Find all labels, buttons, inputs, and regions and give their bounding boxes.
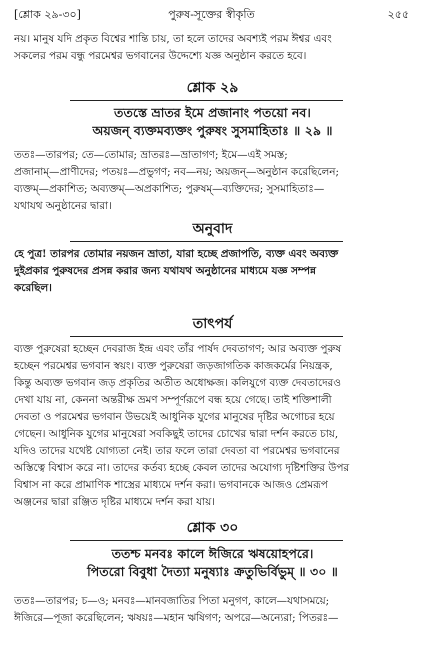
translation-text bbox=[14, 246, 411, 297]
page-number: ২৫৫ bbox=[387, 7, 409, 21]
heading-underline bbox=[70, 540, 343, 541]
purport-line: অঞ্জনের দ্বারা রঞ্জিত দৃষ্টির মাধ্যমে দর্শন করা যায়। bbox=[14, 496, 215, 508]
purport-line: হচ্ছেন পরমেশ্বর ভগবান স্বয়ং। ব্যক্ত পুরুষেরা জড়জাগতিক কাজকর্মের নিয়ন্ত্রক, bbox=[14, 360, 333, 372]
purport-line: অস্তিত্বে বিশ্বাস করে না। তাদের কর্তব্য হচ্ছে কেবল তাদের অযোগ্য দৃষ্টিশক্তির উপর bbox=[14, 462, 350, 474]
translation-line: করেছিল। bbox=[14, 282, 52, 294]
sloka-29-verse bbox=[14, 104, 411, 140]
purport-line: কিন্তু অব্যক্ত ভগবান জড় প্রকৃতির অতীত অধোক্ষজ। কলিযুগে ব্যক্ত দেবতাদেরও bbox=[14, 377, 341, 389]
heading-underline bbox=[70, 241, 343, 242]
word-meaning-line: ব্যক্তম্—প্রকাশিত; অব্যক্তম্—অপ্রকাশিত; পুরুষম্—ব্যক্তিদের; সুসমাহিতাঃ— bbox=[14, 183, 325, 195]
header-verse-range: [শ্লোক ২৯-৩০] bbox=[14, 7, 81, 21]
text-line: নয়। মানুষ যদি প্রকৃত বিশ্বের শান্তি চায়, তা হলে তাদের অবশ্যই পরম ঈশ্বর এবং bbox=[14, 33, 332, 45]
verse-line: ততস্তে ভ্রাতর ইমে প্রজানাং পতয়ো নব। bbox=[114, 105, 311, 120]
purport-line: গেছেন। আধুনিক যুগের মানুষেরা সবকিছুই তাদের চোখের দ্বারা দর্শন করতে চায়, bbox=[14, 428, 339, 440]
word-meaning-line: যথাযথ অনুষ্ঠানের দ্বারা। bbox=[14, 200, 112, 212]
page-header bbox=[14, 6, 409, 24]
sloka-30-word-meanings bbox=[14, 593, 411, 627]
text-line: সকলের পরম বন্ধু পরমেশ্বর ভগবানের উদ্দেশ্যে যজ্ঞ অনুষ্ঠান করতে হবে। bbox=[14, 50, 307, 62]
verse-line: পিতরো বিবুধা দৈত্যা মনুষ্যাঃ ক্রতুভির্বিভুম্ ॥ ৩০ ॥ bbox=[87, 564, 338, 579]
purport-line: বিশ্বাস না করে প্রামাণিক শাস্ত্রের মাধ্যমে দর্শন করা। ভগবানকে আজও প্রেমরূপ bbox=[14, 479, 328, 491]
purport-line: ব্যক্ত পুরুষেরা হচ্ছেন দেবরাজ ইন্দ্র এবং তাঁর পার্ষদ দেবতাগণ; আর অব্যক্ত পুরুষ bbox=[14, 343, 342, 355]
heading-underline bbox=[70, 336, 343, 337]
verse-line: অয়জন্ ব্যক্তমব্যক্তং পুরুষং সুসমাহিতাঃ ॥ ২৯ ॥ bbox=[92, 123, 333, 138]
purport-heading: তাৎপর্য bbox=[192, 316, 233, 332]
header-chapter-title: পুরুষ-সূক্তের স্বীকৃতি bbox=[168, 7, 255, 21]
word-meaning-line: প্রজানাম্—প্রাণীদের; পতয়ঃ—প্রভুগণ; নব—নয়; অয়জন্—অনুষ্ঠান করেছিলেন; bbox=[14, 166, 339, 178]
sloka-29-heading: শ্লোক ২৯ bbox=[186, 80, 239, 96]
word-meaning-line: ততঃ—তারপর; চ—ও; মনবঃ—মানবজাতির পিতা মনুগণ, কালে—যথাসময়ে; bbox=[14, 595, 330, 607]
sloka-30-heading: শ্লোক ৩০ bbox=[186, 520, 239, 536]
word-meaning-line: ঈজিরে—পূজা করেছিলেন; ঋষয়ঃ—মহান ঋষিগণ; অপরে—অন্যেরা; পিতরঃ— bbox=[14, 612, 339, 624]
purport-line: যদিও তাদের যথেষ্ট যোগ্যতা নেই। তার ফলে তারা দেবতা বা পরমেশ্বর ভগবানের bbox=[14, 445, 340, 457]
heading-underline bbox=[70, 100, 343, 101]
purport-line: দেবতা ও পরমেশ্বর ভগবান উভয়েই আধুনিক যুগের মানুষের দৃষ্টির অগোচর হয়ে bbox=[14, 411, 335, 423]
translation-line: দুইপ্রকার পুরুষদের প্রসন্ন করার জন্য যথাযথ অনুষ্ঠানের মাধ্যমে যজ্ঞ সম্পন্ন bbox=[14, 265, 316, 277]
sloka-29-word-meanings bbox=[14, 147, 411, 215]
verse-line: ততশ্চ মনবঃ কালে ঈজিরে ঋষয়োহপরে। bbox=[111, 546, 314, 561]
purport-text bbox=[14, 341, 411, 511]
intro-paragraph bbox=[14, 31, 411, 65]
sloka-30-verse bbox=[14, 545, 411, 581]
translation-line: হে পুত্র! তারপর তোমার নয়জন ভ্রাতা, যারা হচ্ছে প্রজাপতি, ব্যক্ত এবং অব্যক্ত bbox=[14, 248, 339, 260]
translation-heading: অনুবাদ bbox=[192, 221, 233, 237]
word-meaning-line: ততঃ—তারপর; তে—তোমার; ভ্রাতরঃ—ভ্রাতাগণ; ইমে—এই সমস্ত; bbox=[14, 149, 288, 161]
purport-line: দেখা যায় না, কেননা অন্তরীক্ষ ভ্রমণ সম্পূর্ণরূপে বন্ধ হয়ে গেছে। তাই শক্তিশালী bbox=[14, 394, 332, 406]
